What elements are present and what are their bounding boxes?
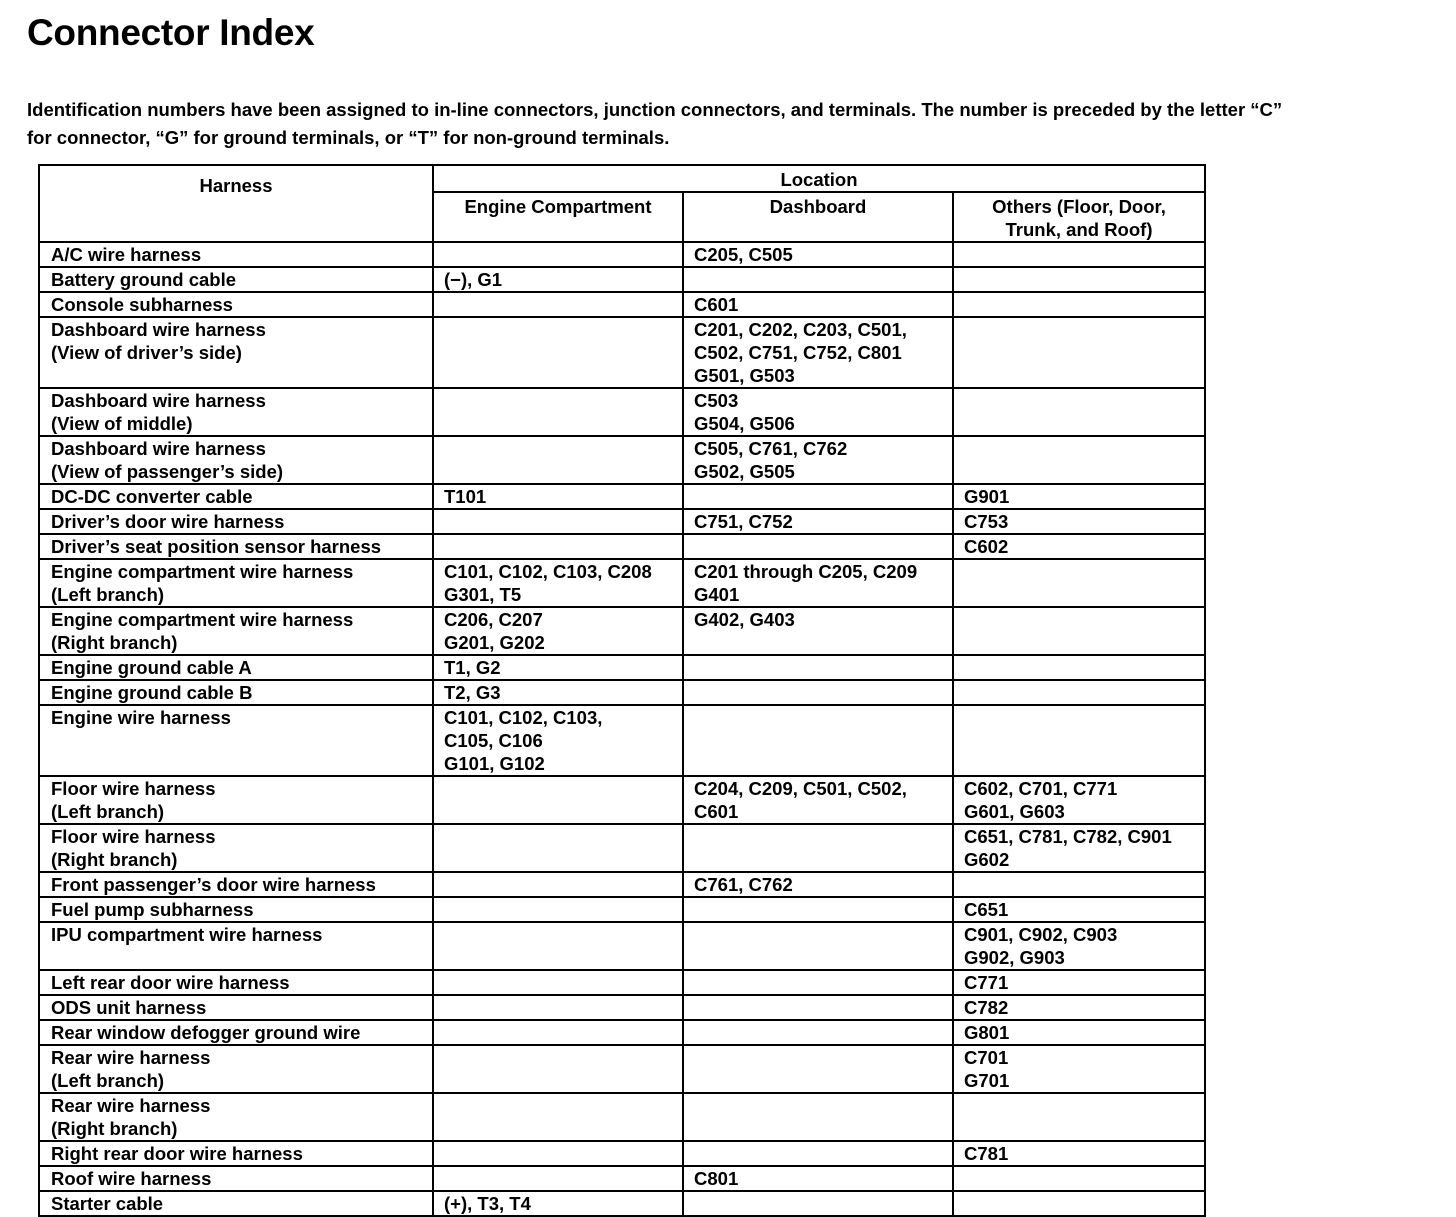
dashboard-cell-line: C502, C751, C752, C801 [694,342,902,363]
harness-cell-line: Engine compartment wire harness [51,609,354,630]
harness-cell-line: (Right branch) [51,632,178,653]
others-cell [953,509,1205,534]
engine-compartment-cell [433,436,683,484]
harness-cell-line: (View of driver’s side) [51,342,242,363]
harness-cell-line: (Right branch) [51,1118,178,1139]
dashboard-cell [683,242,953,267]
others-cell [953,1191,1205,1216]
engine-compartment-cell [433,1093,683,1141]
dashboard-cell [683,776,953,824]
harness-cell-line: (Left branch) [51,801,165,822]
harness-cell-line: Rear window defogger ground wire [51,1022,361,1043]
harness-cell-line: (View of middle) [51,413,193,434]
engine-compartment-cell [433,1141,683,1166]
dashboard-cell [683,1166,953,1191]
others-cell [953,970,1205,995]
engine-compartment-cell-line: C105, C106 [444,730,543,751]
engine-compartment-cell-line: T1, G2 [444,657,501,678]
intro-line: Identification numbers have been assigned to in-line connectors, junction connectors, and terminals. The number is preceded by the letter “C” [27,99,1283,120]
table-row [39,995,1205,1020]
others-cell [953,680,1205,705]
table-row [39,1141,1205,1166]
harness-cell-line: IPU compartment wire harness [51,924,323,945]
harness-cell [39,776,433,824]
harness-cell [39,1045,433,1093]
engine-compartment-cell [433,242,683,267]
others-cell-line: G701 [964,1070,1010,1091]
intro-paragraph [27,96,1407,152]
harness-cell-line: ODS unit harness [51,997,207,1018]
dashboard-cell [683,388,953,436]
others-cell [953,1045,1205,1093]
dashboard-cell-line: C204, C209, C501, C502, [694,778,907,799]
harness-cell [39,534,433,559]
engine-compartment-cell [433,970,683,995]
engine-compartment-cell [433,824,683,872]
harness-cell-line: Engine compartment wire harness [51,561,354,582]
others-cell [953,897,1205,922]
harness-cell [39,484,433,509]
harness-cell [39,1191,433,1216]
engine-compartment-cell-line: C206, C207 [444,609,543,630]
engine-compartment-cell [433,388,683,436]
others-cell [953,824,1205,872]
harness-cell [39,242,433,267]
others-cell [953,776,1205,824]
others-cell [953,922,1205,970]
harness-cell [39,680,433,705]
engine-compartment-cell-line: (−), G1 [444,269,503,290]
harness-cell [39,705,433,776]
table-row [39,388,1205,436]
dashboard-cell-line: G402, G403 [694,609,795,630]
harness-column-header: Harness [39,165,433,242]
dashboard-cell [683,705,953,776]
dashboard-cell-line: C205, C505 [694,244,793,265]
engine-compartment-cell-line: G301, T5 [444,584,522,605]
others-cell [953,388,1205,436]
connector-index-table-wrapper [38,164,1204,1217]
others-cell-line: C651, C781, C782, C901 [964,826,1172,847]
dashboard-cell-line: G501, G503 [694,365,795,386]
harness-cell-line: Right rear door wire harness [51,1143,303,1164]
engine-compartment-cell-line: G101, G102 [444,753,545,774]
harness-cell [39,292,433,317]
others-cell [953,534,1205,559]
dashboard-cell [683,995,953,1020]
dashboard-cell-line: C601 [694,294,739,315]
others-cell [953,872,1205,897]
table-row [39,970,1205,995]
others-cell [953,242,1205,267]
dashboard-cell-line: G502, G505 [694,461,795,482]
others-header [953,192,1205,242]
harness-cell-line: (Left branch) [51,1070,165,1091]
harness-cell-line: Dashboard wire harness [51,438,266,459]
table-row [39,1045,1205,1093]
connector-index-table [38,164,1206,1217]
others-cell-line: G901 [964,486,1010,507]
intro-line: for connector, “G” for ground terminals, or “T” for non-ground terminals. [27,127,670,148]
dashboard-cell [683,922,953,970]
dashboard-cell [683,1141,953,1166]
others-cell [953,559,1205,607]
others-cell [953,267,1205,292]
dashboard-cell [683,824,953,872]
harness-cell [39,559,433,607]
table-row [39,317,1205,388]
dashboard-cell [683,607,953,655]
harness-cell [39,995,433,1020]
harness-cell [39,1166,433,1191]
others-header-line: Others (Floor, Door, [992,196,1166,217]
page-title: Connector Index [27,12,315,53]
engine-compartment-cell [433,922,683,970]
dashboard-cell-line: C761, C762 [694,874,793,895]
dashboard-cell [683,509,953,534]
table-row [39,922,1205,970]
harness-cell-line: Driver’s door wire harness [51,511,285,532]
dashboard-cell-line: C503 [694,390,739,411]
table-row [39,267,1205,292]
others-cell-line: C782 [964,997,1009,1018]
harness-cell [39,1020,433,1045]
dashboard-cell [683,970,953,995]
dashboard-cell [683,317,953,388]
harness-cell-line: Floor wire harness [51,778,216,799]
harness-cell-line: A/C wire harness [51,244,202,265]
dashboard-cell [683,655,953,680]
dashboard-cell [683,559,953,607]
others-cell [953,1093,1205,1141]
others-cell-line: C651 [964,899,1009,920]
others-cell [953,607,1205,655]
engine-compartment-cell [433,776,683,824]
dashboard-cell-line: C505, C761, C762 [694,438,848,459]
others-cell [953,705,1205,776]
others-cell-line: C602, C701, C771 [964,778,1118,799]
others-cell [953,317,1205,388]
dashboard-cell [683,534,953,559]
table-row [39,705,1205,776]
others-cell [953,1141,1205,1166]
harness-cell-line: Starter cable [51,1193,164,1214]
engine-compartment-cell-line: C101, C102, C103, [444,707,603,728]
engine-compartment-cell [433,1191,683,1216]
location-group-header: Location [433,165,1205,192]
engine-compartment-cell [433,292,683,317]
table-row [39,1020,1205,1045]
engine-compartment-cell [433,897,683,922]
table-row [39,509,1205,534]
others-cell-line: C602 [964,536,1009,557]
harness-cell-line: DC-DC converter cable [51,486,253,507]
harness-cell-line: Rear wire harness [51,1095,211,1116]
table-row [39,534,1205,559]
table-row [39,607,1205,655]
engine-compartment-cell-line: G201, G202 [444,632,545,653]
engine-compartment-cell-line: T101 [444,486,487,507]
harness-cell [39,897,433,922]
others-cell [953,1166,1205,1191]
harness-cell-line: Fuel pump subharness [51,899,254,920]
harness-cell [39,872,433,897]
harness-cell-line: (View of passenger’s side) [51,461,284,482]
harness-cell-line: Engine ground cable A [51,657,252,678]
harness-cell-line: Roof wire harness [51,1168,212,1189]
engine-compartment-cell [433,680,683,705]
dashboard-cell [683,897,953,922]
engine-compartment-cell [433,509,683,534]
table-row [39,655,1205,680]
engine-compartment-cell [433,1020,683,1045]
dashboard-cell [683,436,953,484]
dashboard-header: Dashboard [683,192,953,242]
others-header-line: Trunk, and Roof) [1005,219,1153,240]
engine-compartment-cell [433,484,683,509]
harness-cell-line: Engine ground cable B [51,682,253,703]
table-row [39,680,1205,705]
engine-compartment-cell [433,995,683,1020]
harness-cell-line: (Left branch) [51,584,165,605]
harness-cell-line: Floor wire harness [51,826,216,847]
harness-cell [39,655,433,680]
table-row [39,1093,1205,1141]
dashboard-cell [683,872,953,897]
engine-compartment-cell [433,705,683,776]
dashboard-cell-line: C751, C752 [694,511,793,532]
table-row [39,484,1205,509]
table-row [39,242,1205,267]
dashboard-cell [683,1045,953,1093]
engine-compartment-cell [433,267,683,292]
dashboard-cell [683,1093,953,1141]
others-cell-line: G801 [964,1022,1010,1043]
engine-compartment-cell-line: (+), T3, T4 [444,1193,531,1214]
others-cell-line: G602 [964,849,1010,870]
table-row [39,292,1205,317]
engine-compartment-cell [433,1045,683,1093]
harness-cell-line: Dashboard wire harness [51,319,266,340]
engine-compartment-cell [433,534,683,559]
harness-cell [39,317,433,388]
harness-cell [39,1093,433,1141]
others-cell [953,655,1205,680]
harness-cell-line: Front passenger’s door wire harness [51,874,376,895]
harness-cell-line: Console subharness [51,294,233,315]
others-cell [953,484,1205,509]
others-cell-line: C901, C902, C903 [964,924,1118,945]
dashboard-cell-line: C601 [694,801,739,822]
dashboard-cell [683,292,953,317]
others-cell [953,436,1205,484]
harness-cell-line: Dashboard wire harness [51,390,266,411]
engine-compartment-cell [433,317,683,388]
others-cell-line: G601, G603 [964,801,1065,822]
dashboard-cell-line: G401 [694,584,740,605]
harness-cell [39,607,433,655]
harness-cell [39,388,433,436]
table-row [39,436,1205,484]
table-row [39,824,1205,872]
others-cell-line: C771 [964,972,1009,993]
table-row [39,776,1205,824]
engine-compartment-cell [433,607,683,655]
dashboard-cell-line: G504, G506 [694,413,795,434]
harness-cell-line: Rear wire harness [51,1047,211,1068]
harness-cell-line: (Right branch) [51,849,178,870]
table-row [39,1166,1205,1191]
harness-cell [39,509,433,534]
dashboard-cell [683,1191,953,1216]
others-cell [953,995,1205,1020]
others-cell [953,1020,1205,1045]
dashboard-cell [683,267,953,292]
harness-cell-line: Driver’s seat position sensor harness [51,536,382,557]
harness-cell [39,267,433,292]
dashboard-cell-line: C801 [694,1168,739,1189]
table-row [39,559,1205,607]
others-cell-line: C753 [964,511,1009,532]
dashboard-cell [683,1020,953,1045]
engine-compartment-cell-line: C101, C102, C103, C208 [444,561,652,582]
table-row [39,1191,1205,1216]
engine-compartment-cell-line: T2, G3 [444,682,501,703]
table-row [39,872,1205,897]
table-body [39,242,1205,1216]
harness-cell [39,970,433,995]
dashboard-cell [683,484,953,509]
engine-compartment-cell [433,559,683,607]
harness-cell-line: Engine wire harness [51,707,231,728]
engine-compartment-cell [433,872,683,897]
harness-cell [39,824,433,872]
harness-cell [39,436,433,484]
engine-compartment-cell [433,655,683,680]
others-cell [953,292,1205,317]
harness-cell [39,1141,433,1166]
others-cell-line: G902, G903 [964,947,1065,968]
dashboard-cell [683,680,953,705]
table-row [39,897,1205,922]
engine-compartment-cell [433,1166,683,1191]
others-cell-line: C781 [964,1143,1009,1164]
engine-compartment-header: Engine Compartment [433,192,683,242]
harness-cell [39,922,433,970]
dashboard-cell-line: C201, C202, C203, C501, [694,319,907,340]
others-cell-line: C701 [964,1047,1009,1068]
dashboard-cell-line: C201 through C205, C209 [694,561,918,582]
harness-cell-line: Battery ground cable [51,269,237,290]
harness-cell-line: Left rear door wire harness [51,972,290,993]
